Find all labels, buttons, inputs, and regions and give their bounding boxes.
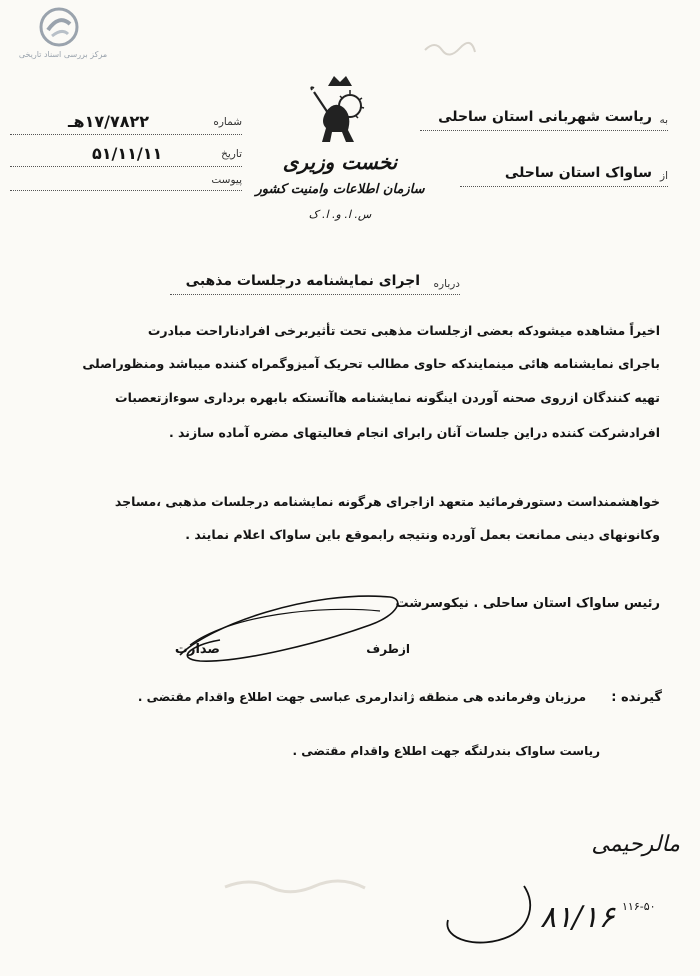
handwritten-signature-icon bbox=[170, 585, 410, 675]
archive-watermark bbox=[8, 6, 118, 62]
number-value: ۱۷/۷۸۲۲هـ bbox=[68, 112, 149, 131]
org-title: نخست وزیری bbox=[282, 150, 398, 174]
attachment-label: پیوست bbox=[211, 174, 242, 186]
date-field bbox=[10, 144, 242, 167]
body-line-1: اخیراً مشاهده میشودکه بعضی ازجلسات مذهبی تحت تأثیربرخی افرادناراحت مبادرت bbox=[147, 323, 660, 338]
org-subtitle: سازمان اطلاعات وامنیت کشور bbox=[255, 182, 425, 197]
body-line-2: باجرای نمایشنامه هائی مینمایندکه حاوی مطالب تحریک آمیزوگمراه کننده میباشد ومنظوراصلی bbox=[82, 356, 660, 371]
signature-line-2-label: ازطرف bbox=[366, 642, 410, 656]
archive-logo-icon bbox=[38, 6, 80, 48]
body-line-5: خواهشمنداست دستورفرمائید متعهد ازاجرای هرگونه نمایشنامه درجلسات مذهبی ،مساجد bbox=[114, 494, 660, 509]
date-label: تاریخ bbox=[221, 148, 242, 160]
recipients-line-1: مرزبان وفرمانده هی منطقه ژاندارمری عباسی جهت اطلاع واقدام مقتضی . bbox=[137, 690, 586, 704]
recipients-line-2: ریاست ساواک بندرلنگه جهت اطلاع واقدام مقتضی . bbox=[292, 744, 600, 758]
subject-value: اجرای نمایشنامه درجلسات مذهبی bbox=[185, 273, 420, 289]
from-field bbox=[460, 164, 668, 187]
subject-label: درباره bbox=[433, 278, 460, 290]
handwritten-name: مالرحیمی bbox=[591, 832, 680, 857]
subject-field bbox=[170, 272, 460, 295]
date-value: ۵۱/۱۱/۱۱ bbox=[92, 144, 163, 163]
to-value: ریاست شهربانی استان ساحلی bbox=[438, 109, 652, 125]
number-field bbox=[10, 112, 242, 135]
from-value: ساواک استان ساحلی bbox=[504, 165, 652, 181]
signature-line-1: رئیس ساواک استان ساحلی . نیکوسرشت bbox=[395, 596, 660, 611]
faint-stamp-smudge bbox=[220, 872, 370, 902]
body-line-6: وکانونهای دینی ممانعت بعمل آورده ونتیجه رابموقع باین ساواک اعلام نمایند . bbox=[185, 527, 660, 542]
from-label: از bbox=[660, 170, 668, 182]
body-line-3: تهیه کنندگان ازروی صحنه آوردن اینگونه نمایشنامه هاآنستکه بابهره برداری سوءازتعصبات bbox=[115, 390, 660, 405]
recipients-label: گیرنده : bbox=[611, 690, 662, 705]
handwritten-paraph-icon bbox=[440, 880, 550, 950]
body-line-4: افرادشرکت کننده دراین جلسات آنان رابرای انجام فعالیتهای مضره آماده سازند . bbox=[168, 425, 660, 440]
to-label: به bbox=[659, 114, 668, 126]
signature-line-2-value: صدارت bbox=[174, 642, 220, 657]
to-field bbox=[420, 108, 668, 131]
watermark-text: مرکز بررسی اسناد تاریخی bbox=[18, 50, 108, 59]
faint-scribble-top bbox=[420, 36, 480, 60]
org-code: س. ا. و. ا. ک bbox=[308, 208, 372, 221]
attachment-field bbox=[10, 170, 242, 191]
lion-and-sun-emblem-icon bbox=[300, 72, 380, 152]
handwritten-code: ۱۱۶-۵۰ bbox=[622, 900, 656, 913]
number-label: شماره bbox=[213, 116, 242, 128]
handwritten-date: ۸۱/۱۶ bbox=[540, 900, 615, 935]
